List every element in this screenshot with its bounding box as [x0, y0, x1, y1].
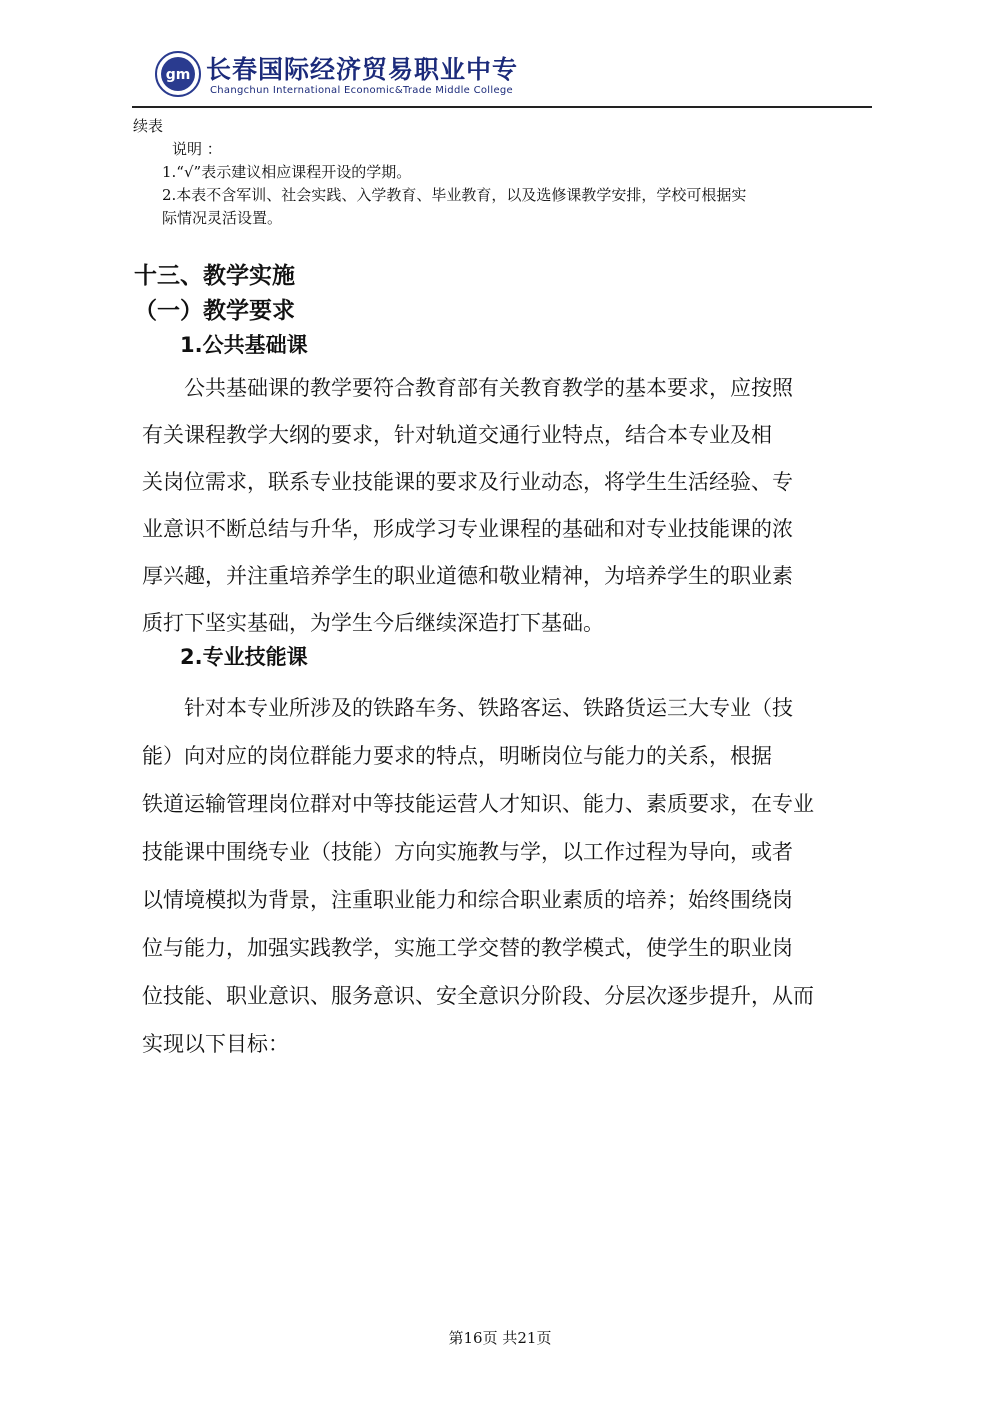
notes-title: 说明 ：	[172, 140, 222, 158]
school-logo-icon	[154, 50, 202, 98]
item1-paragraph	[142, 365, 867, 647]
paragraph-line: 有关课程教学大纲的要求，针对轨道交通行业特点，结合本专业及相	[142, 423, 772, 447]
paragraph-line: 能）向对应的岗位群能力要求的特点，明晰岗位与能力的关系，根据	[142, 744, 772, 768]
page-number: 第16页 共21页	[448, 1329, 552, 1347]
org-name-en: Changchun International Economic&Trade Middle College	[210, 85, 514, 96]
section-title: 十三、教学实施	[134, 263, 295, 289]
paragraph-line: 业意识不断总结与升华，形成学习专业课程的基础和对专业技能课的浓	[142, 517, 793, 541]
paragraph-line: 公共基础课的教学要符合教育部有关教育教学的基本要求，应按照	[184, 376, 793, 400]
item2-paragraph	[142, 684, 867, 1068]
logo-text: gm	[165, 67, 191, 83]
item1-title: 1.公共基础课	[180, 333, 308, 357]
paragraph-line: 关岗位需求，联系专业技能课的要求及行业动态，将学生生活经验、专	[142, 470, 793, 494]
paragraph-line: 实现以下目标：	[142, 1032, 289, 1056]
paragraph-line: 针对本专业所涉及的铁路车务、铁路客运、铁路货运三大专业（技	[184, 696, 793, 720]
paragraph-line: 位技能、职业意识、服务意识、安全意识分阶段、分层次逐步提升，从而	[142, 984, 814, 1008]
item2-title: 2.专业技能课	[180, 645, 308, 669]
note-line-2a: 2.本表不含军训、社会实践、入学教育、毕业教育，以及选修课教学安排，学校可根据实	[162, 186, 747, 204]
page-header	[132, 40, 872, 108]
paragraph-line: 以情境模拟为背景，注重职业能力和综合职业素质的培养；始终围绕岗	[142, 888, 793, 912]
paragraph-line: 铁道运输管理岗位群对中等技能运营人才知识、能力、素质要求，在专业	[142, 792, 814, 816]
paragraph-line: 技能课中围绕专业（技能）方向实施教与学，以工作过程为导向，或者	[142, 840, 793, 864]
subsection-title: （一）教学要求	[134, 298, 295, 324]
continued-label: 续表	[133, 117, 164, 135]
paragraph-line: 质打下坚实基础，为学生今后继续深造打下基础。	[142, 611, 604, 635]
note-line-2b: 际情况灵活设置。	[162, 209, 283, 227]
note-line-1: 1.“√”表示建议相应课程开设的学期。	[162, 163, 412, 181]
paragraph-line: 位与能力，加强实践教学，实施工学交替的教学模式，使学生的职业岗	[142, 936, 793, 960]
paragraph-line: 厚兴趣，并注重培养学生的职业道德和敬业精神，为培养学生的职业素	[142, 564, 793, 588]
org-name-cn: 长春国际经济贸易职业中专	[206, 55, 519, 84]
